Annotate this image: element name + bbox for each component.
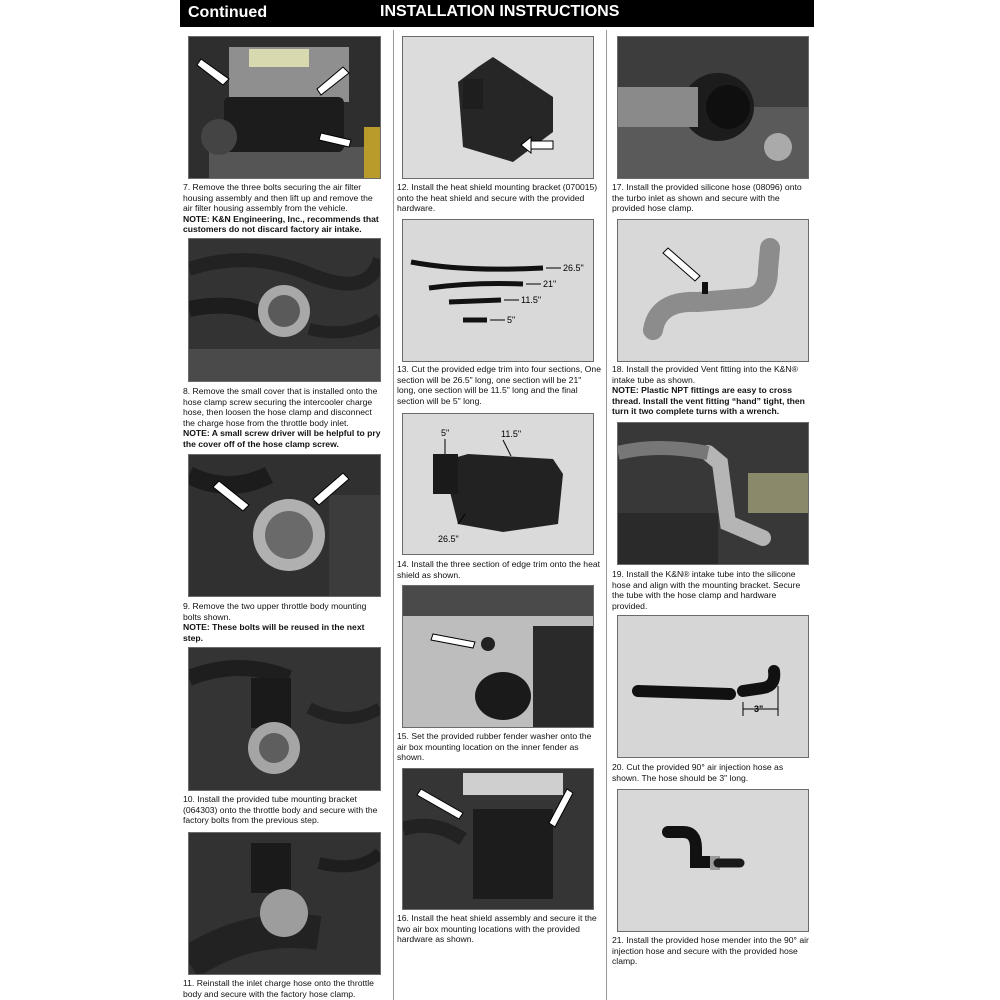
- step-7-body: 7. Remove the three bolts securing the air filter housing assembly and then lift up and remove the air filter housing assembly from the vehicle.: [183, 182, 373, 214]
- header-title: INSTALLATION INSTRUCTIONS: [380, 3, 620, 20]
- step-15-text: [397, 731, 602, 763]
- header-continued: Continued: [188, 4, 268, 21]
- turbo-inlet-photo: [618, 37, 808, 178]
- step-21-text: [612, 935, 812, 967]
- photo-step-19: [617, 422, 809, 565]
- hose-mender-photo: [618, 790, 808, 931]
- step-16-text: [397, 913, 602, 945]
- column-divider-2: [606, 30, 607, 1000]
- step-18-body: 18. Install the provided Vent fitting into the K&N® intake tube as shown.: [612, 364, 798, 385]
- step-17-body: 17. Install the provided silicone hose (08096) onto the turbo inlet as shown and secure with the provided hose clamp.: [612, 182, 802, 214]
- photo-step-14: [402, 413, 594, 555]
- step-15-body: 15. Set the provided rubber fender washer onto the air box mounting location on the inner fender as shown.: [397, 731, 592, 763]
- label-5: 5": [507, 315, 516, 325]
- engine-photo-7: [189, 37, 380, 178]
- step-17-text: [612, 182, 812, 214]
- step-14-text: [397, 559, 602, 580]
- step-18-note: NOTE: Plastic NPT fittings are easy to cross thread. Install the vent fitting “hand” tight, then turn it two complete turns with a wrench.: [612, 385, 805, 417]
- intake-tube-photo: [618, 220, 808, 361]
- engine-photo-9: [189, 455, 380, 596]
- step-12-body: 12. Install the heat shield mounting bracket (070015) onto the heat shield and secure with the provided hardware.: [397, 182, 598, 214]
- engine-photo-8: [189, 239, 380, 381]
- heat-shield-trim-photo: [403, 414, 593, 554]
- step-12-text: [397, 182, 602, 214]
- label-3-inch: 3": [754, 704, 764, 714]
- photo-step-11: [188, 832, 381, 975]
- step-16-body: 16. Install the heat shield assembly and secure it the two air box mounting locations with the provided hardware as shown.: [397, 913, 597, 945]
- heat-shield-bracket-photo: [403, 37, 593, 178]
- photo-step-20: [617, 615, 809, 758]
- photo-step-10: [188, 647, 381, 791]
- step-10-body: 10. Install the provided tube mounting bracket (064303) onto the throttle body and secure with the factory bolts from the previous step.: [183, 794, 378, 826]
- photo-step-21: [617, 789, 809, 932]
- step-21-body: 21. Install the provided hose mender into the 90° air injection hose and secure with the provided hose clamp.: [612, 935, 809, 967]
- photo-step-8: [188, 238, 381, 382]
- step-20-text: [612, 762, 812, 783]
- shield-label-26-5: 26.5": [438, 534, 459, 544]
- label-21: 21": [543, 279, 557, 289]
- step-11-text: [183, 978, 393, 999]
- step-19-text: [612, 569, 812, 611]
- photo-step-7: [188, 36, 381, 179]
- label-11-5: 11.5": [521, 295, 542, 305]
- step-9-text: [183, 601, 383, 643]
- photo-step-16: [402, 768, 594, 910]
- step-10-text: [183, 794, 383, 826]
- step-19-body: 19. Install the K&N® intake tube into the silicone hose and align with the mounting bracket. Secure the tube with the hose clamp and hardware provided.: [612, 569, 801, 611]
- step-9-body: 9. Remove the two upper throttle body mounting bolts shown.: [183, 601, 367, 622]
- step-8-body: 8. Remove the small cover that is installed onto the hose clamp screw securing the intercooler charge hose, then loosen the hose clamp and disconnect the charge hose from the throttle body inlet.: [183, 386, 378, 428]
- photo-step-18: [617, 219, 809, 362]
- step-13-body: 13. Cut the provided edge trim into four sections, One section will be 26.5" long, one section will be 21" long, one section will be 11.5" long and the final section will be 5" long.: [397, 364, 601, 406]
- injection-hose-cut-photo: [618, 616, 808, 757]
- engine-photo-10: [189, 648, 380, 790]
- photo-step-12: [402, 36, 594, 179]
- step-13-text: [397, 364, 602, 406]
- edge-trim-photo: [403, 220, 593, 361]
- step-20-body: 20. Cut the provided 90° air injection hose as shown. The hose should be 3" long.: [612, 762, 784, 783]
- step-8-text: [183, 386, 383, 450]
- heat-shield-installed-photo: [403, 769, 593, 909]
- step-8-note: NOTE: A small screw driver will be helpful to pry the cover off of the hose clamp screw.: [183, 428, 381, 449]
- shield-label-5: 5": [441, 428, 450, 438]
- photo-step-15: [402, 585, 594, 728]
- step-18-text: [612, 364, 812, 417]
- step-14-body: 14. Install the three section of edge trim onto the heat shield as shown.: [397, 559, 601, 580]
- label-26-5: 26.5": [563, 263, 584, 273]
- inner-fender-photo: [403, 586, 593, 727]
- step-11-body: 11. Reinstall the inlet charge hose onto the throttle body and secure with the factory hose clamp.: [183, 978, 374, 999]
- photo-step-13: [402, 219, 594, 362]
- step-7-text: [183, 182, 383, 235]
- column-divider-1: [393, 30, 394, 1000]
- shield-label-11-5: 11.5": [501, 429, 522, 439]
- engine-photo-11: [189, 833, 380, 974]
- page-header: [180, 0, 814, 27]
- intake-installed-photo: [618, 423, 808, 564]
- photo-step-9: [188, 454, 381, 597]
- photo-step-17: [617, 36, 809, 179]
- step-7-note: NOTE: K&N Engineering, Inc., recommends that customers do not discard factory air intake.: [183, 213, 379, 235]
- step-9-note: NOTE: These bolts will be reused in the next step.: [183, 622, 365, 643]
